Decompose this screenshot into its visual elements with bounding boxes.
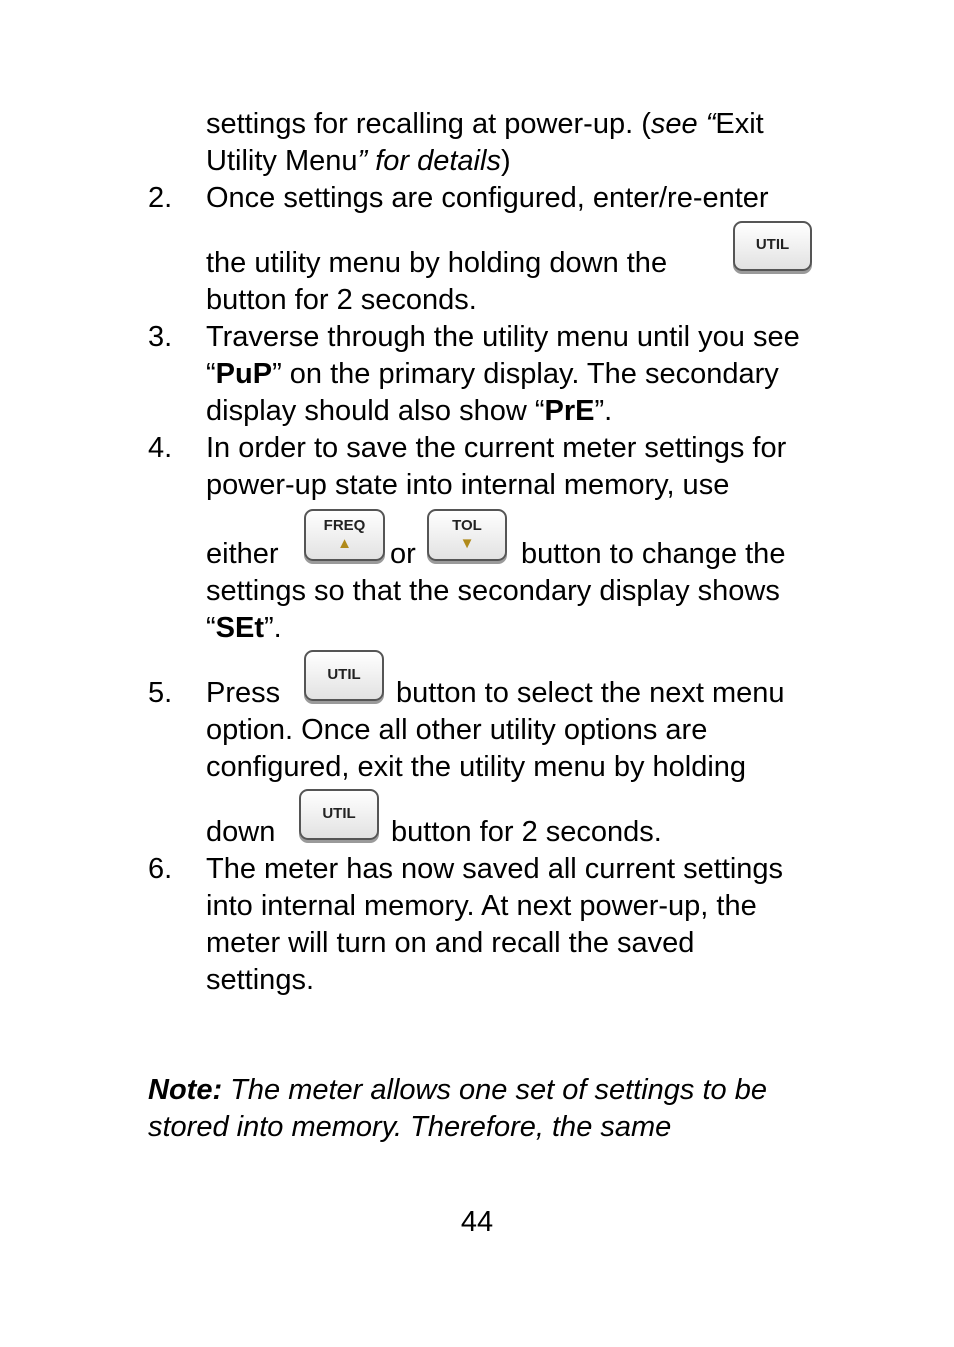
key-label: UTIL — [327, 666, 361, 683]
text-line: or — [390, 538, 416, 570]
text-line: settings so that the secondary display shows — [206, 575, 780, 607]
text-line: In order to save the current meter settings for — [206, 432, 787, 464]
text-line: Once settings are configured, enter/re-enter — [206, 182, 769, 214]
text: Utility Menu — [206, 145, 358, 177]
step-number: 3. — [148, 321, 173, 353]
text-line: into internal memory. At next power-up, the — [206, 890, 757, 922]
text-line: configured, exit the utility menu by holding — [206, 751, 747, 783]
text: ”. — [594, 395, 613, 427]
key-label: UTIL — [322, 805, 356, 822]
step-number: 2. — [148, 182, 173, 214]
step-number: 6. — [148, 853, 173, 885]
text-bold: SEt — [215, 612, 265, 644]
note-text: The meter allows one set of settings to be — [222, 1074, 767, 1106]
text-bold: PrE — [544, 395, 595, 427]
note-label: Note: — [148, 1074, 223, 1106]
text-line: button for 2 seconds. — [206, 284, 477, 316]
text-line — [206, 397, 612, 426]
text-line: the utility menu by holding down the — [206, 247, 668, 279]
text-line — [206, 110, 764, 139]
text-line: button for 2 seconds. — [391, 816, 662, 848]
text-line: The meter has now saved all current settings — [206, 853, 784, 885]
up-arrow-icon: ▲ — [337, 535, 352, 552]
note-line: stored into memory. Therefore, the same — [148, 1111, 672, 1143]
text-line: either — [206, 538, 279, 570]
text-italic: see “ — [650, 108, 716, 140]
text: ”. — [264, 612, 282, 644]
text-line: button to select the next menu — [396, 677, 785, 709]
text-line — [206, 360, 779, 389]
text-line: power-up state into internal memory, use — [206, 469, 730, 501]
text-italic: ” for details — [357, 145, 501, 177]
text: “ — [206, 358, 216, 390]
key-label: TOL — [452, 517, 482, 534]
text-line — [206, 147, 511, 176]
step-number: 5. — [148, 677, 173, 709]
down-arrow-icon: ▼ — [459, 535, 475, 552]
text-line: meter will turn on and recall the saved — [206, 927, 695, 959]
text: ) — [500, 145, 511, 177]
text: ” on the primary display. The secondary — [272, 358, 779, 390]
tol-down-button-icon — [427, 509, 507, 561]
text-line: settings. — [206, 964, 314, 996]
text-line: button to change the — [521, 538, 786, 570]
text-line: down — [206, 816, 276, 848]
text: Exit — [715, 108, 764, 140]
util-button-icon — [733, 221, 812, 271]
text-line: Press — [206, 677, 281, 709]
text-line: Traverse through the utility menu until you see — [206, 321, 800, 353]
text-bold: PuP — [215, 358, 273, 390]
page-number: 44 — [460, 1206, 494, 1238]
key-label: UTIL — [755, 236, 790, 253]
util-button-icon — [299, 789, 379, 840]
key-label: FREQ — [323, 517, 366, 534]
text-line — [206, 614, 282, 643]
text: “ — [206, 612, 216, 644]
freq-up-button-icon — [304, 509, 385, 561]
util-button-icon — [304, 650, 384, 701]
note-line — [148, 1076, 767, 1105]
text: display should also show “ — [206, 395, 545, 427]
text-line: option. Once all other utility options are — [206, 714, 708, 746]
text: settings for recalling at power-up. ( — [206, 108, 651, 140]
step-number: 4. — [148, 432, 173, 464]
